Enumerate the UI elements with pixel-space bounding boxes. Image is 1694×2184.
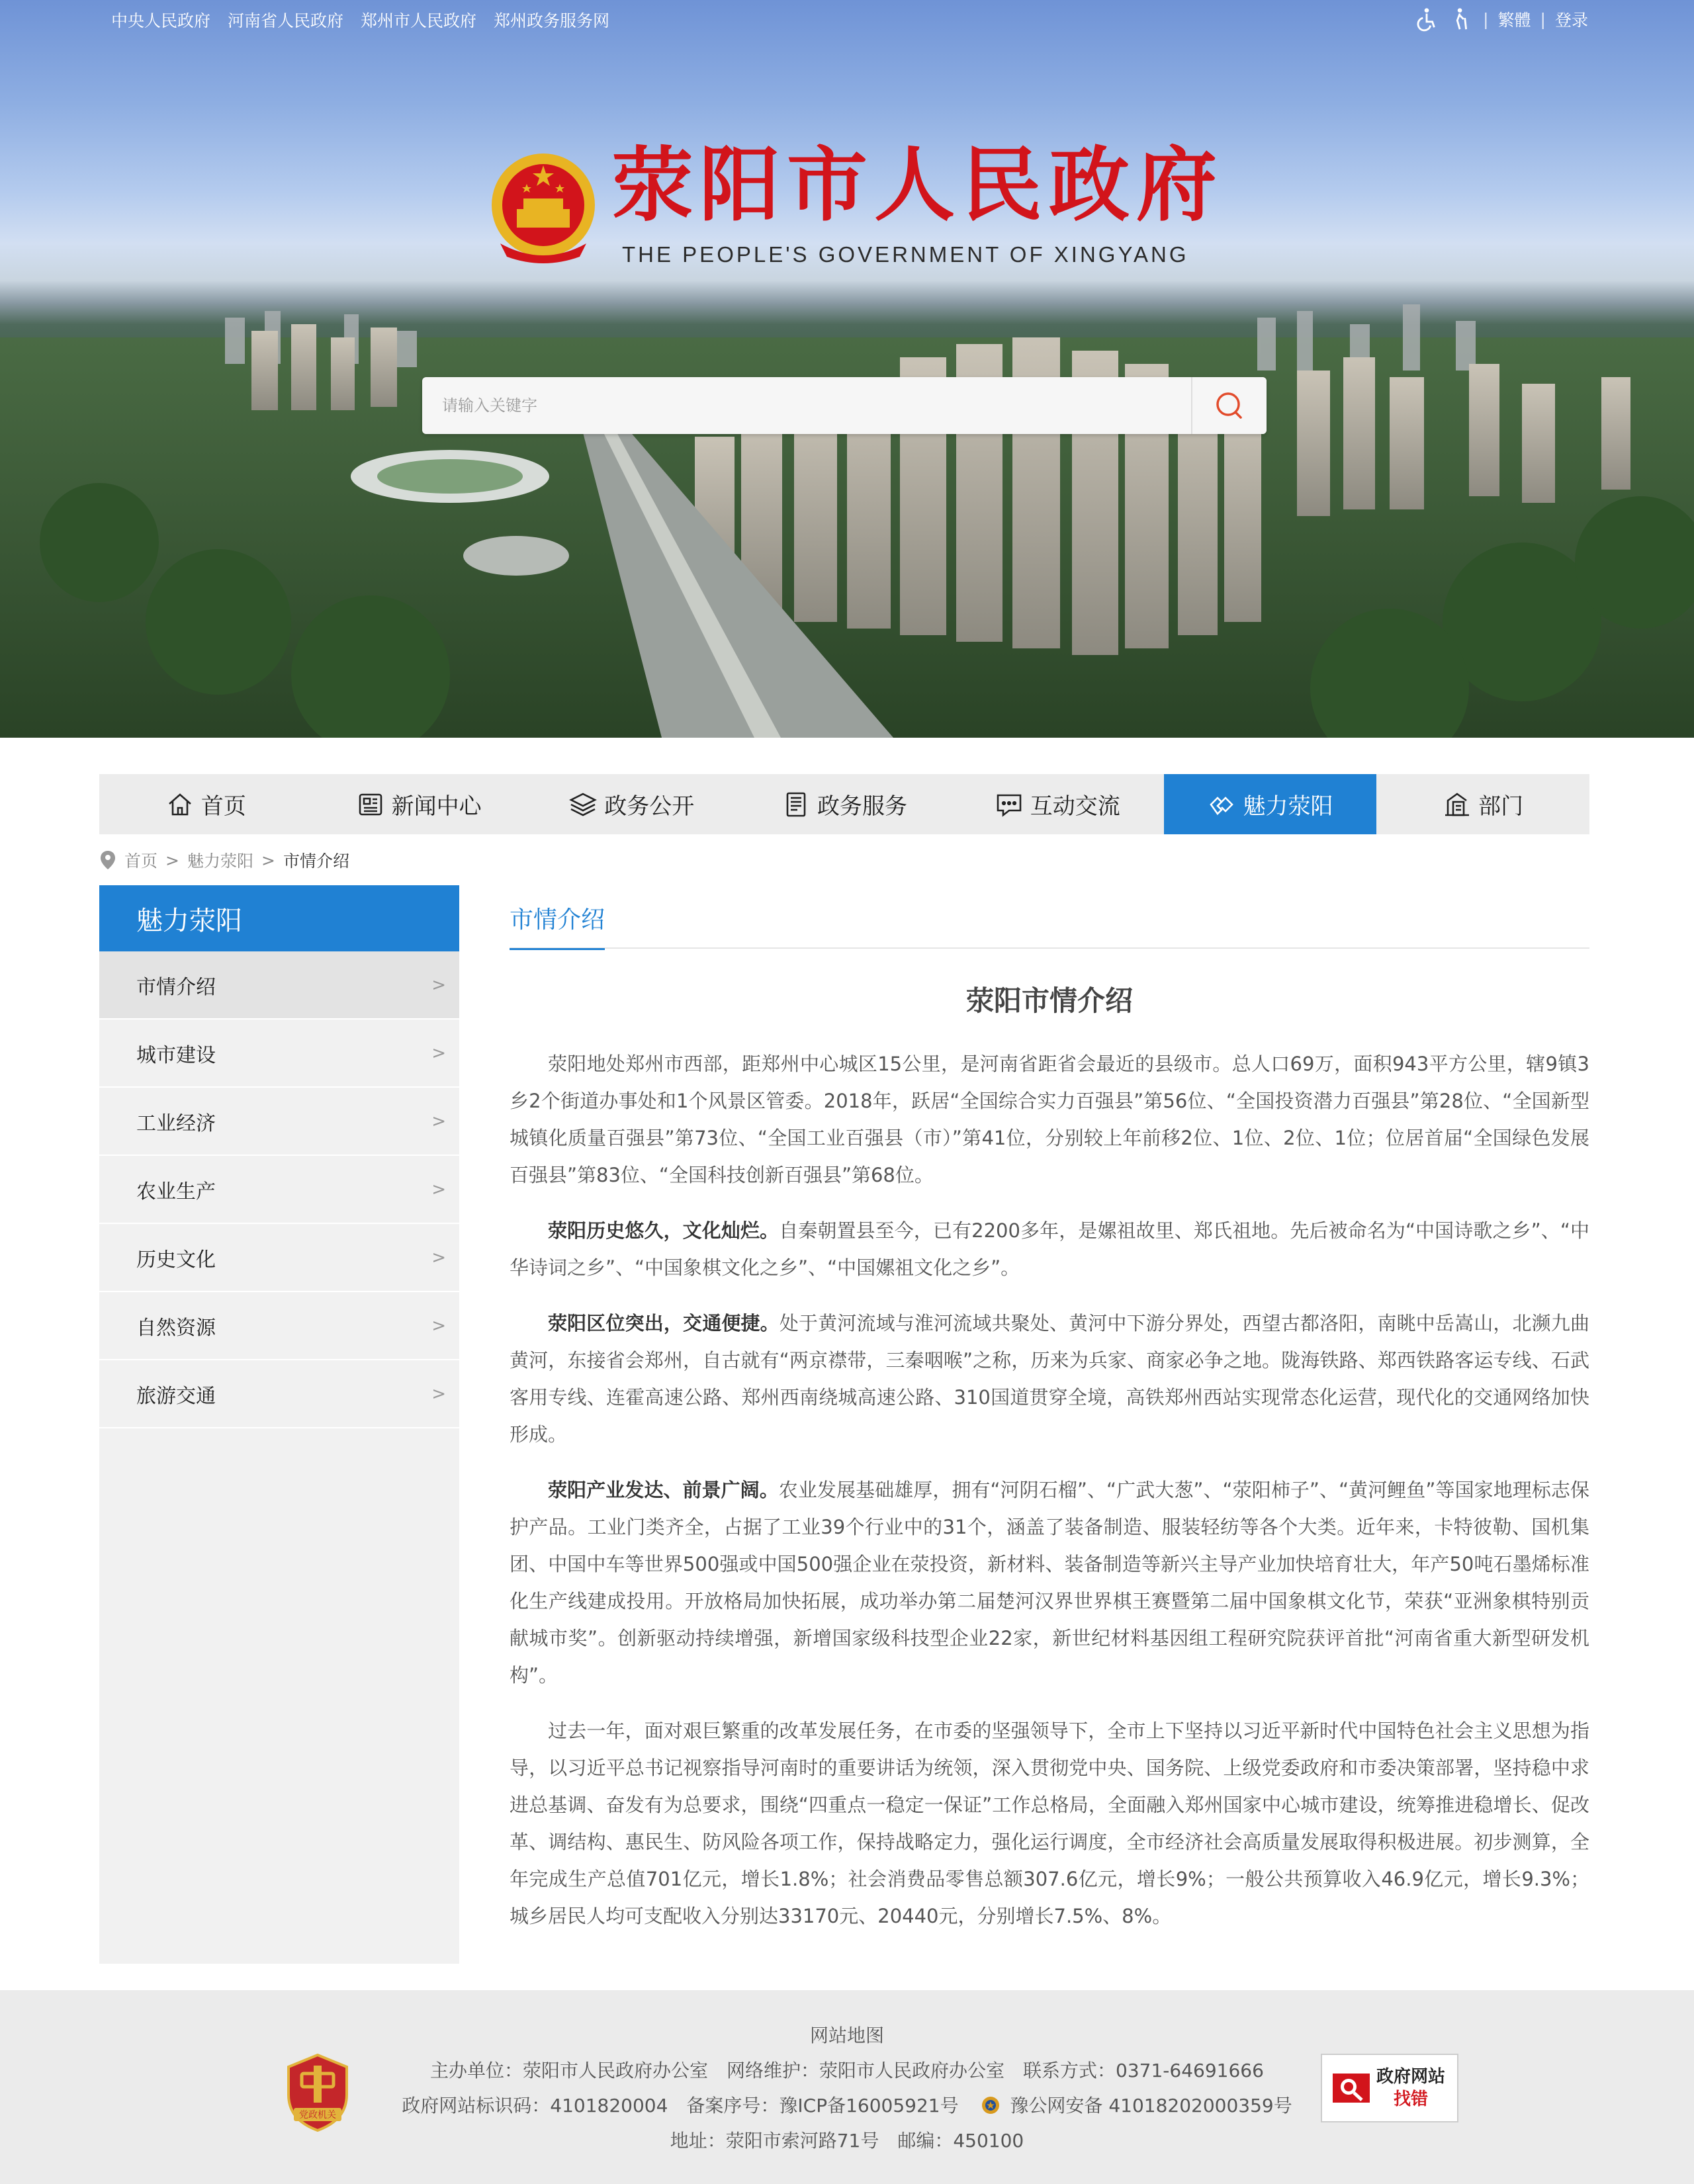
search-input[interactable] bbox=[422, 377, 1191, 434]
link-zhengzhou-service[interactable]: 郑州政务服务网 bbox=[494, 11, 610, 30]
layers-icon bbox=[568, 790, 598, 819]
nav-label: 政务公开 bbox=[604, 793, 695, 820]
badge-right-line2: 找错 bbox=[1394, 2089, 1429, 2109]
breadcrumb-section[interactable]: 魅力荥阳 bbox=[187, 852, 253, 871]
nav-home[interactable] bbox=[99, 774, 312, 834]
breadcrumb-separator: > bbox=[165, 850, 179, 870]
sidebar-item-label: 历史文化 bbox=[136, 1248, 216, 1272]
chevron-right-icon: > bbox=[431, 1179, 446, 1200]
nav-departments[interactable] bbox=[1376, 774, 1589, 834]
nav-gov-affairs[interactable] bbox=[525, 774, 738, 834]
news-icon bbox=[356, 790, 385, 819]
nav-gov-service[interactable] bbox=[738, 774, 951, 834]
article-paragraph bbox=[510, 1305, 1589, 1453]
top-right-tools bbox=[1414, 7, 1588, 32]
breadcrumb-current: 市情介绍 bbox=[283, 852, 349, 871]
sidebar-item-urban-construction[interactable] bbox=[99, 1020, 459, 1088]
sidebar-item-city-intro[interactable] bbox=[99, 951, 459, 1020]
location-pin-icon bbox=[99, 850, 116, 871]
sitemap-link[interactable]: 网站地图 bbox=[809, 2025, 884, 2046]
charm-icon bbox=[1207, 790, 1236, 819]
breadcrumb bbox=[99, 847, 349, 873]
article-paragraph bbox=[510, 1471, 1589, 1694]
separator: | bbox=[1483, 9, 1489, 29]
main-content bbox=[510, 885, 1589, 1953]
home-icon bbox=[165, 790, 195, 819]
site-title: 荥阳市人民政府 bbox=[612, 137, 1224, 232]
document-icon bbox=[781, 790, 811, 819]
sidebar-item-label: 市情介绍 bbox=[136, 975, 216, 999]
sidebar-item-label: 城市建设 bbox=[136, 1043, 216, 1067]
search-bar bbox=[422, 377, 1267, 434]
search-button[interactable] bbox=[1191, 377, 1267, 434]
sidebar-item-label: 旅游交通 bbox=[136, 1384, 216, 1408]
sidebar-item-history-culture[interactable] bbox=[99, 1224, 459, 1292]
tab-city-intro[interactable]: 市情介绍 bbox=[510, 901, 605, 950]
link-zhengzhou-gov[interactable]: 郑州市人民政府 bbox=[361, 11, 477, 30]
breadcrumb-separator: > bbox=[261, 850, 275, 870]
sidebar-item-tourism-transport[interactable] bbox=[99, 1360, 459, 1428]
link-henan-gov[interactable]: 河南省人民政府 bbox=[228, 11, 344, 30]
chevron-right-icon: > bbox=[431, 975, 446, 995]
paragraph-lead: 荥阳区位突出，交通便捷。 bbox=[548, 1312, 780, 1334]
nav-label: 政务服务 bbox=[817, 793, 908, 820]
article-paragraph: 过去一年，面对艰巨繁重的改革发展任务，在市委的坚强领导下，全市上下坚持以习近平新时代中国特色社会主义思想为指导，以习近平总书记视察指导河南时的重要讲话为统领，深入贯彻党中央、国务院、上级党委政府和市委决策部署，坚持稳中求进总基调、奋发有为总要求，围绕“四重点一稳定一保证”工作总格局，全面融入郑州国家中心城市建设，统筹推进稳增长、促改革、调结构、惠民生、防风险各项工作，保持战略定力，强化运行调度，全市经济社会高质量发展取得积极进展。初步测算，全年完成生产总值701亿元，增长1.8%；社会消费品零售总额307.6亿元，增长9%；一般公共预算收入46.9亿元，增长9.3%；城乡居民人均可支配收入分别达33170元、20440元，分别增长7.5%、8%。 bbox=[510, 1720, 1589, 1927]
gov-site-error-report-badge[interactable] bbox=[1321, 2054, 1458, 2122]
footer-address: 地址：荥阳市索河路71号 邮编：450100 bbox=[670, 2130, 1024, 2152]
elderly-mode-icon[interactable] bbox=[1449, 7, 1474, 32]
sidebar-item-label: 自然资源 bbox=[136, 1316, 216, 1340]
nav-news[interactable] bbox=[312, 774, 525, 834]
city-skyline-image bbox=[0, 278, 1694, 738]
sidebar-title: 魅力荥阳 bbox=[99, 885, 459, 951]
separator: | bbox=[1540, 9, 1546, 29]
chevron-right-icon: > bbox=[431, 1043, 446, 1063]
nav-interaction[interactable] bbox=[951, 774, 1164, 834]
accessibility-icon[interactable] bbox=[1414, 7, 1439, 32]
traditional-chinese-link[interactable]: 繁體 bbox=[1497, 11, 1531, 30]
paragraph-lead: 荥阳历史悠久，文化灿烂。 bbox=[548, 1219, 780, 1242]
footer bbox=[0, 1990, 1694, 2184]
nav-label: 首页 bbox=[201, 793, 246, 820]
main-nav bbox=[99, 774, 1589, 834]
sidebar-item-label: 工业经济 bbox=[136, 1112, 216, 1135]
paragraph-lead: 荥阳产业发达、前景广阔。 bbox=[548, 1479, 779, 1501]
sidebar-item-natural-resources[interactable] bbox=[99, 1292, 459, 1360]
chevron-right-icon: > bbox=[431, 1111, 446, 1131]
paragraph-body: 农业发展基础雄厚，拥有“河阴石榴”、“广武大葱”、“荥阳柿子”、“黄河鲤鱼”等国家地理标志保护产品。工业门类齐全，占据了工业39个行业中的31个，涵盖了装备制造、服装轻纺等各个大类。近年来，卡特彼勒、国机集团、中国中车等世界500强或中国500强企业在荥投资，新材料、装备制造等新兴主导产业加快培育壮大，年产50吨石墨烯标准化生产线建成投用。开放格局加快拓展，成功举办第二届楚河汉界世界棋王赛暨第二届中国象棋文化节，荣获“亚洲象棋特别贡献城市奖”。创新驱动持续增强，新增国家级科技型企业22家，新世纪材料基因组工程研究院获评首批“河南省重大新型研发机构”。 bbox=[510, 1479, 1589, 1686]
nav-label: 新闻中心 bbox=[391, 793, 482, 820]
article-paragraph bbox=[510, 1212, 1589, 1286]
login-link[interactable]: 登录 bbox=[1554, 11, 1588, 30]
national-emblem-icon bbox=[487, 151, 600, 267]
sidebar-item-industrial-economy[interactable] bbox=[99, 1088, 459, 1156]
badge-left-text: 党政机关 bbox=[299, 2110, 336, 2120]
chevron-right-icon: > bbox=[431, 1315, 446, 1336]
nav-label: 互动交流 bbox=[1030, 793, 1120, 820]
search-icon bbox=[1213, 389, 1246, 422]
site-title-english: THE PEOPLE'S GOVERNMENT OF XINGYANG bbox=[622, 242, 1189, 267]
article-paragraph: 荥阳地处郑州市西部，距郑州中心城区15公里，是河南省距省会最近的县级市。总人口69万，面积943平方公里，辖9镇3乡2个街道办事处和1个风景区管委。2018年，跃居“全国综合实力百强县”第56位、“全国投资潜力百强县”第28位、“全国新型城镇化质量百强县”第73位、“全国工业百强县（市）”第41位，分别较上年前移2位、1位、2位、1位；位居首届“全国绿色发展百强县”第83位、“全国科技创新百强县”第68位。 bbox=[510, 1053, 1589, 1186]
footer-host-info: 主办单位：荥阳市人民政府办公室 网络维护：荥阳市人民政府办公室 联系方式：0371-64691666 bbox=[430, 2060, 1264, 2081]
police-badge-icon bbox=[981, 2091, 1001, 2111]
department-icon bbox=[1443, 790, 1472, 819]
paragraph-body: 处于黄河流域与淮河流域共聚处、黄河中下游分界处，西望古都洛阳，南眺中岳嵩山，北濒九曲黄河，东接省会郑州，自古就有“两京襟带，三秦咽喉”之称，历来为兵家、商家必争之地。陇海铁路、郑西铁路客运专线、石武客用专线、连霍高速公路、郑州西南绕城高速公路、310国道贯穿全境，高铁郑州西站实现常态化运营，现代化的交通网络加快形成。 bbox=[510, 1312, 1589, 1446]
top-links bbox=[111, 8, 609, 32]
sidebar-item-agriculture[interactable] bbox=[99, 1156, 459, 1224]
paragraph-body: 自秦朝置县至今，已有2200多年，是嫘祖故里、郑氏祖地。先后被命名为“中国诗歌之乡”、“中华诗词之乡”、“中国象棋文化之乡”、“中国嫘祖文化之乡”。 bbox=[510, 1219, 1589, 1279]
breadcrumb-home[interactable]: 首页 bbox=[124, 852, 158, 871]
content-tab-header bbox=[510, 885, 1589, 949]
top-bar bbox=[0, 0, 1694, 40]
chat-icon bbox=[995, 790, 1024, 819]
footer-icp: 政府网站标识码：4101820004 备案序号：豫ICP备16005921号 bbox=[402, 2095, 959, 2117]
nav-label: 部门 bbox=[1478, 793, 1524, 820]
header-banner bbox=[0, 0, 1694, 738]
nav-label: 魅力荥阳 bbox=[1243, 793, 1333, 820]
link-central-gov[interactable]: 中央人民政府 bbox=[111, 11, 211, 30]
nav-charm-xingyang[interactable] bbox=[1164, 774, 1377, 834]
chevron-right-icon: > bbox=[431, 1247, 446, 1268]
magnifier-error-icon bbox=[1331, 2068, 1371, 2108]
chevron-right-icon: > bbox=[431, 1383, 446, 1404]
sidebar bbox=[99, 885, 459, 1964]
badge-right-line1: 政府网站 bbox=[1376, 2067, 1446, 2087]
sidebar-item-label: 农业生产 bbox=[136, 1180, 216, 1203]
article-title: 荥阳市情介绍 bbox=[965, 984, 1133, 1017]
footer-police-record[interactable]: 豫公网安备 41018202000359号 bbox=[1010, 2095, 1292, 2117]
